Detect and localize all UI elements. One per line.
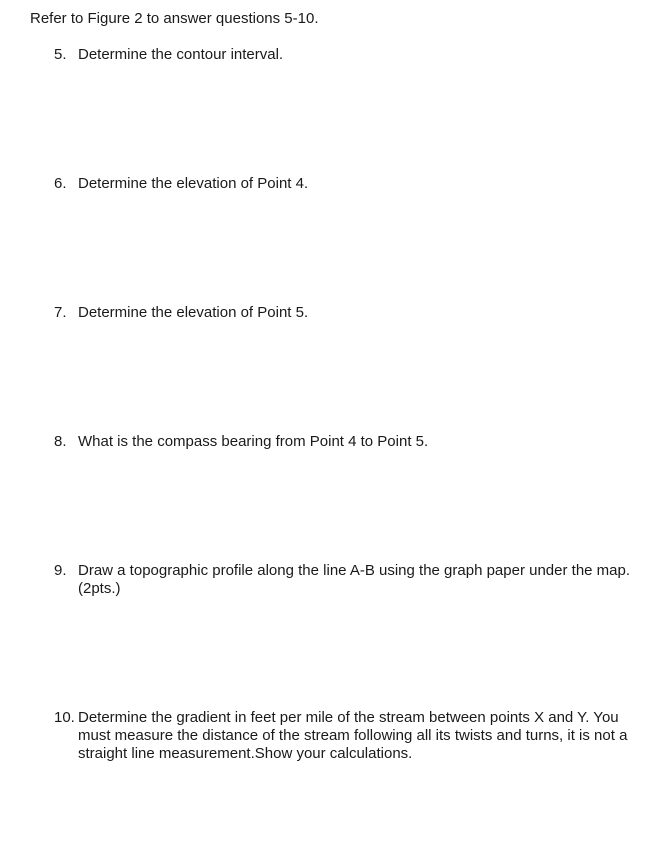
question-9: [54, 562, 644, 598]
question-7: [54, 304, 644, 322]
question-number: 8.: [54, 433, 67, 450]
question-8: [54, 433, 644, 451]
question-text: Draw a topographic profile along the line A-B using the graph paper under the map. (2pts.): [78, 562, 631, 597]
question-text: Determine the contour interval.: [78, 46, 284, 63]
question-number: 9.: [54, 562, 67, 579]
question-6: [54, 175, 644, 193]
question-text: Determine the elevation of Point 4.: [78, 175, 309, 192]
question-number: 10.: [54, 709, 75, 726]
question-number: 5.: [54, 46, 67, 63]
question-text: Determine the elevation of Point 5.: [78, 304, 309, 321]
question-5: [54, 46, 644, 64]
question-10: [54, 709, 644, 763]
instructions-text: Refer to Figure 2 to answer questions 5-10.: [30, 10, 319, 27]
question-number: 7.: [54, 304, 67, 321]
question-text: What is the compass bearing from Point 4 to Point 5.: [78, 433, 429, 450]
question-number: 6.: [54, 175, 67, 192]
question-text: Determine the gradient in feet per mile of the stream between points X and Y. You must measure the distance of the stream following all its twists and turns, it is not a straight line measurement.Show your calculations.: [78, 709, 628, 762]
